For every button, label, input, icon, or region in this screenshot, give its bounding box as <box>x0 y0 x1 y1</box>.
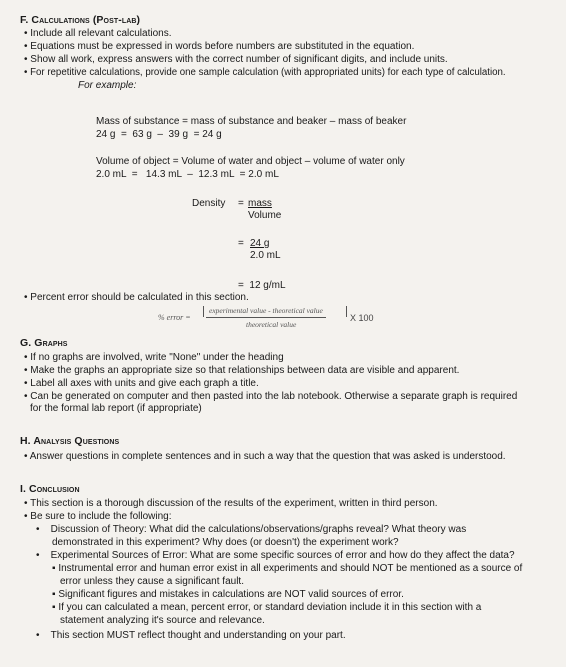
list-item: • Label all axes with units and give each graph a title. <box>24 378 259 389</box>
example2-numbers: 2.0 mL = 14.3 mL – 12.3 mL = 2.0 mL <box>96 169 279 180</box>
sub-sub-list-item: ▪ If you can calculated a mean, percent error, or standard deviation include it in this section with a <box>52 602 482 613</box>
bracket-left <box>203 306 204 317</box>
section-f-title: F. Calculations (Post-lab) <box>20 14 141 26</box>
percent-error-label: % error = <box>158 313 191 322</box>
example1-numbers: 24 g = 63 g – 39 g = 24 g <box>96 129 222 140</box>
example1-words: Mass of substance = mass of substance and beaker – mass of beaker <box>96 116 407 127</box>
sub-sub-list-continuation: statement analyzing it's source and relevance. <box>60 615 265 626</box>
bracket-right <box>346 306 347 317</box>
percent-error-multiplier: X 100 <box>350 313 374 323</box>
sub-list-item: • Discussion of Theory: What did the calculations/observations/graphs reveal? What theory was <box>36 524 467 535</box>
fraction-numerator: 24 g <box>250 238 270 249</box>
percent-error-numerator: experimental value - theoretical value <box>206 305 326 318</box>
list-item: • Show all work, express answers with the correct number of significant digits, and include units. <box>24 54 448 65</box>
section-g-title: G. Graphs <box>20 337 68 349</box>
list-item: • If no graphs are involved, write "None" under the heading <box>24 352 284 363</box>
percent-error-denominator: theoretical value <box>246 320 297 329</box>
sub-list-item: • This section MUST reflect thought and understanding on your part. <box>36 630 346 641</box>
volume-denominator: Volume <box>248 210 282 221</box>
list-item: • For repetitive calculations, provide one sample calculation (with appropriated units) for each type of calculation. <box>24 67 506 78</box>
list-item: • Can be generated on computer and then pasted into the lab notebook. Otherwise a separate graph is required <box>24 391 518 402</box>
list-item: • Make the graphs an appropriate size so that relationships between data are visible and apparent. <box>24 365 460 376</box>
list-item: • Be sure to include the following: <box>24 511 172 522</box>
density-label: Density <box>192 198 226 209</box>
list-item: • Answer questions in complete sentences and in such a way that the question that was asked is understood. <box>24 451 506 462</box>
sub-list-item: • Experimental Sources of Error: What are some specific sources of error and how do they affect the data? <box>36 550 515 561</box>
mass-numerator: mass <box>248 198 272 209</box>
list-item: • Percent error should be calculated in this section. <box>24 292 249 303</box>
example2-words: Volume of object = Volume of water and object – volume of water only <box>96 156 405 167</box>
list-item: • Include all relevant calculations. <box>24 28 172 39</box>
sub-sub-list-continuation: error unless they cause a significant fault. <box>60 576 244 587</box>
fraction-denominator: 2.0 mL <box>250 250 281 261</box>
section-i-title: I. Conclusion <box>20 483 80 495</box>
section-h-title: H. Analysis Questions <box>20 435 120 447</box>
sub-sub-list-item: ▪ Significant figures and mistakes in calculations are NOT valid sources of error. <box>52 589 404 600</box>
sub-sub-list-item: ▪ Instrumental error and human error exist in all experiments and should NOT be mentioned as a source of <box>52 563 523 574</box>
equals-sign: = <box>238 198 244 209</box>
list-item-continuation: for the formal lab report (if appropriate) <box>30 403 202 414</box>
equals-sign: = <box>238 238 244 249</box>
for-example-label: For example: <box>78 80 137 91</box>
list-item: • This section is a thorough discussion of the results of the experiment, written in third person. <box>24 498 438 509</box>
density-result: = 12 g/mL <box>238 280 286 291</box>
sub-list-continuation: demonstrated in this experiment? Why does (or doesn't) the experiment work? <box>52 537 399 548</box>
list-item: • Equations must be expressed in words before numbers are substituted in the equation. <box>24 41 415 52</box>
